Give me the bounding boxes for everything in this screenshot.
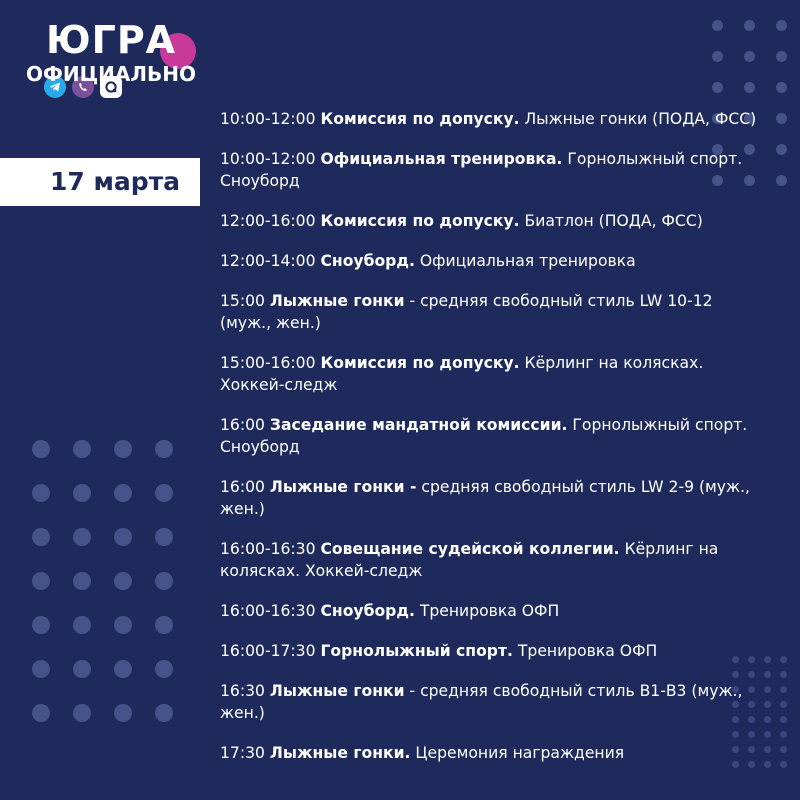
entry-title: Комиссия по допуску. [320,212,520,230]
decorative-dot [764,761,771,768]
decorative-dot [73,484,91,502]
decorative-dot [73,528,91,546]
entry-time: 17:30 [220,744,265,762]
entry-details: Горнолыжный спорт. Сноуборд [220,416,748,456]
entry-details: Официальная тренировка [419,252,636,270]
entry-time: 16:00-16:30 [220,602,316,620]
decorative-dot [764,671,771,678]
schedule-entry [220,538,765,582]
entry-title: Лыжные гонки. [269,744,411,762]
decorative-dot [114,704,132,722]
decorative-dot [114,440,132,458]
decorative-dot [764,746,771,753]
logo-title: ЮГРА [46,18,177,62]
date-banner [0,158,200,206]
decorative-dot [780,731,787,738]
entry-time: 15:00-16:00 [220,354,316,372]
entry-details: - средняя свободный стиль В1-В3 (муж., жен.) [220,682,743,722]
entry-details: Биатлон (ПОДА, ФСС) [524,212,703,230]
schedule-entry [220,600,765,622]
decorative-dot [744,20,755,31]
entry-details: Горнолыжный спорт. Сноуборд [220,150,743,190]
decorative-dot [73,440,91,458]
decorative-dot [73,704,91,722]
decorative-dot [155,660,173,678]
schedule-entry [220,108,765,130]
decorative-dot [780,701,787,708]
schedule-list [220,108,765,782]
schedule-entry [220,414,765,458]
decorative-dot [32,440,50,458]
decorative-dot [744,51,755,62]
entry-time: 12:00-16:00 [220,212,316,230]
entry-time: 16:00 [220,478,265,496]
entry-details: - средняя свободный стиль LW 10-12 (муж., жен.) [220,292,713,332]
entry-title: Сноуборд. [320,602,415,620]
entry-title: Комиссия по допуску. [320,110,520,128]
decorative-dot [764,731,771,738]
schedule-entry [220,640,765,662]
entry-title: Совещание судейской коллегии. [320,540,620,558]
entry-time: 16:00-16:30 [220,540,316,558]
entry-time: 10:00-12:00 [220,150,316,168]
schedule-entry [220,250,765,272]
logo [24,16,204,116]
decorative-dot [780,761,787,768]
decorative-dot [32,660,50,678]
decorative-dot [764,716,771,723]
decorative-dot [114,484,132,502]
entry-details: Кёрлинг на колясках. Хоккей-следж [220,354,704,394]
decorative-dot [155,528,173,546]
schedule-entry [220,210,765,232]
decorative-dot [712,51,723,62]
decorative-dot [780,656,787,663]
entry-time: 16:30 [220,682,265,700]
decorative-dot [155,484,173,502]
decorative-dot [776,113,787,124]
entry-title: Лыжные гонки - [269,478,417,496]
decorative-dot [155,704,173,722]
decorative-dot [73,616,91,634]
entry-title: Лыжные гонки [269,292,405,310]
schedule-entry [220,352,765,396]
decorative-dot [155,616,173,634]
entry-time: 12:00-14:00 [220,252,316,270]
decorative-dot [780,671,787,678]
decorative-dot [73,660,91,678]
schedule-entry [220,148,765,192]
decorative-dot [155,440,173,458]
decorative-dot [764,656,771,663]
decorative-dot [114,616,132,634]
schedule-entry [220,680,765,724]
entry-title: Лыжные гонки [269,682,405,700]
entry-title: Горнолыжный спорт. [320,642,513,660]
entry-title: Заседание мандатной комиссии. [269,416,568,434]
decorative-dot [73,572,91,590]
entry-details: Тренировка ОФП [517,642,658,660]
decorative-dot [114,572,132,590]
schedule-entry [220,290,765,334]
decorative-dot [764,686,771,693]
entry-details: Лыжные гонки (ПОДА, ФСС) [524,110,757,128]
entry-details: средняя свободный стиль LW 2-9 (муж., жен.) [220,478,750,518]
decorative-dot [712,20,723,31]
decorative-dot [780,716,787,723]
decorative-dot [32,528,50,546]
decorative-dot [712,82,723,93]
entry-time: 10:00-12:00 [220,110,316,128]
date-label: 17 марта [50,167,181,196]
decorative-dot [114,528,132,546]
decorative-dot [32,572,50,590]
logo-subtitle: ОФИЦИАЛЬНО [26,62,196,86]
decorative-dot [776,144,787,155]
decorative-dot [776,82,787,93]
entry-title: Сноуборд. [320,252,415,270]
entry-title: Официальная тренировка. [320,150,563,168]
schedule-entry [220,742,765,764]
entry-details: Церемония награждения [415,744,625,762]
decorative-dot [764,701,771,708]
decorative-dot [32,704,50,722]
entry-time: 16:00-17:30 [220,642,316,660]
decorative-dot [780,746,787,753]
entry-title: Комиссия по допуску. [320,354,520,372]
schedule-entry [220,476,765,520]
decorative-dot [32,484,50,502]
decorative-dot [776,175,787,186]
decorative-dot [744,82,755,93]
decorative-dot [780,686,787,693]
entry-details: Тренировка ОФП [419,602,560,620]
decorative-dot [776,20,787,31]
decorative-dot [32,616,50,634]
decorative-dot [114,660,132,678]
entry-details: Кёрлинг на колясках. Хоккей-следж [220,540,719,580]
decorative-dots-left [32,440,173,722]
entry-time: 16:00 [220,416,265,434]
decorative-dot [776,51,787,62]
decorative-dot [155,572,173,590]
entry-time: 15:00 [220,292,265,310]
